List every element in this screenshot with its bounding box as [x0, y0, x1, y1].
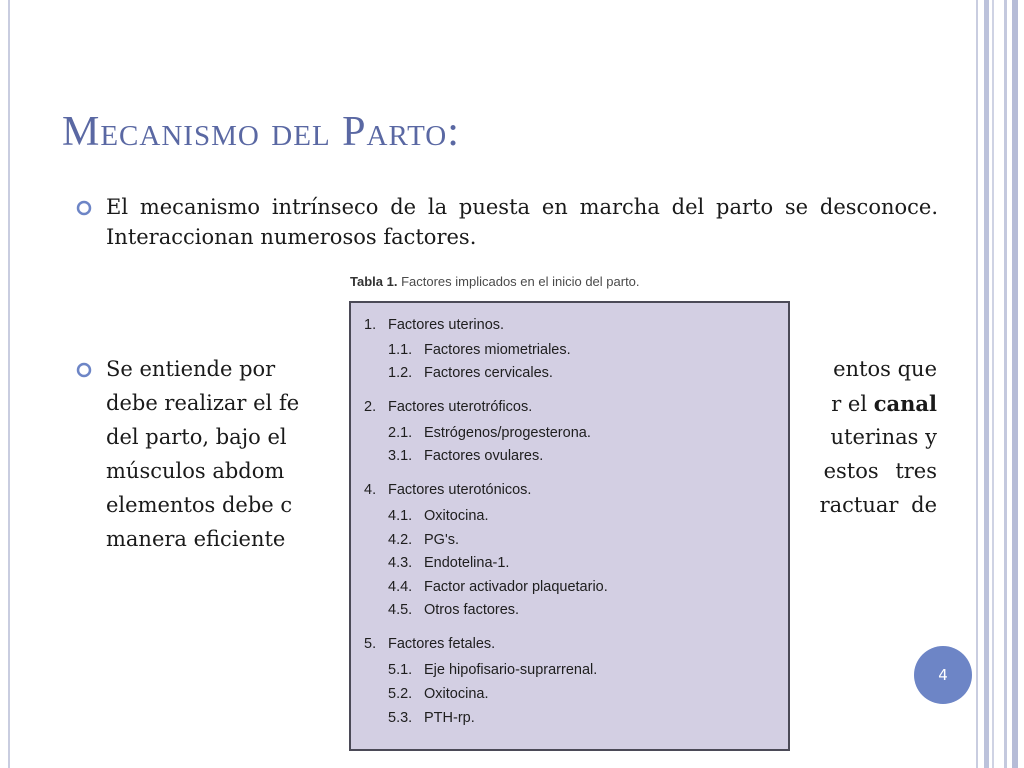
para2-line5-start: elementos debe c [106, 493, 293, 517]
para2-line3-start: del parto, bajo el [106, 425, 287, 449]
table-row-number: 4.2. [388, 532, 413, 548]
frame-line-right-3 [992, 0, 994, 768]
table-row-number: 4.3. [388, 555, 413, 571]
table-row-text: Factores ovulares. [424, 448, 544, 464]
table-row-number: 2. [364, 399, 377, 415]
table-subrow [388, 602, 519, 618]
table-row-text: Endotelina-1. [424, 555, 510, 571]
page-number-badge: 4 [914, 646, 972, 704]
table-subrow [388, 365, 553, 381]
bullet-circle-icon [75, 199, 93, 217]
table-row [364, 482, 531, 498]
table-row-text: Factores fetales. [388, 636, 496, 652]
table-row-text: Factores miometriales. [424, 342, 571, 358]
frame-line-right-5 [1012, 0, 1018, 768]
table-caption-label: Tabla 1. [350, 274, 398, 289]
table-caption [350, 274, 640, 289]
table-row-text: Eje hipofisario-suprarrenal. [424, 662, 598, 678]
para2-line2-end [831, 389, 937, 420]
table-row-number: 1.2. [388, 365, 413, 381]
table-row-text: Factores cervicales. [424, 365, 553, 381]
para2-line3-end: uterinas y [830, 425, 937, 449]
table-row-number: 2.1. [388, 425, 413, 441]
table-row-text: PTH-rp. [424, 710, 475, 726]
table-row-text: Estrógenos/progesterona. [424, 425, 591, 441]
table-subrow [388, 508, 488, 524]
frame-line-right-2 [984, 0, 989, 768]
table-subrow [388, 710, 475, 726]
table-row-number: 1. [364, 317, 377, 333]
table-row-number: 5.3. [388, 710, 413, 726]
slide-title: Mecanismo del Parto: [62, 109, 460, 155]
para2-line2-end-bold: canal [873, 391, 937, 416]
table-row [364, 636, 495, 652]
table-subrow [388, 686, 488, 702]
bullet-circle-icon [75, 361, 93, 379]
para2-line1-end: entos que [833, 357, 937, 381]
table-row-number: 5.1. [388, 662, 413, 678]
table-caption-text: Factores implicados en el inicio del parto. [401, 274, 640, 289]
table-row-number: 4.1. [388, 508, 413, 524]
para2-line4-end: estos tres [823, 459, 937, 483]
table-row-number: 1.1. [388, 342, 413, 358]
table-row-number: 4. [364, 482, 377, 498]
table-subrow [388, 579, 608, 595]
para2-line5-end: ractuar de [819, 493, 937, 517]
table-row-text: Factor activador plaquetario. [424, 579, 608, 595]
table-subrow [388, 555, 509, 571]
table-row-text: Factores uterotónicos. [388, 482, 532, 498]
frame-line-left [8, 0, 10, 768]
frame-line-right-1 [976, 0, 978, 768]
table-row [364, 399, 532, 415]
table-row-number: 4.5. [388, 602, 413, 618]
table-row-text: Oxitocina. [424, 686, 489, 702]
table-row-text: Factores uterotróficos. [388, 399, 533, 415]
bullet-paragraph-1: El mecanismo intrínseco de la puesta en marcha del parto se desconoce. Interaccionan numerosos factores. [106, 195, 938, 249]
table-row-number: 3.1. [388, 448, 413, 464]
para2-line6-start: manera eficiente [106, 527, 286, 551]
table-subrow [388, 342, 571, 358]
table-subrow [388, 532, 459, 548]
table-row-text: PG's. [424, 532, 459, 548]
table-row-text: Oxitocina. [424, 508, 489, 524]
para2-line1-start: Se entiende por [106, 357, 276, 381]
para2-line2-end-text: r el [831, 392, 868, 416]
table-row-number: 5. [364, 636, 377, 652]
table-row-text: Factores uterinos. [388, 317, 505, 333]
frame-line-right-4 [1004, 0, 1007, 768]
para2-line4-start: músculos abdom [106, 459, 285, 483]
table-subrow [388, 662, 597, 678]
table-row-number: 4.4. [388, 579, 413, 595]
table-row-number: 5.2. [388, 686, 413, 702]
para2-line2-start: debe realizar el fe [106, 391, 300, 415]
table-subrow [388, 448, 543, 464]
table-subrow [388, 425, 591, 441]
factors-table [349, 301, 790, 751]
table-row [364, 317, 504, 333]
table-row-text: Otros factores. [424, 602, 520, 618]
